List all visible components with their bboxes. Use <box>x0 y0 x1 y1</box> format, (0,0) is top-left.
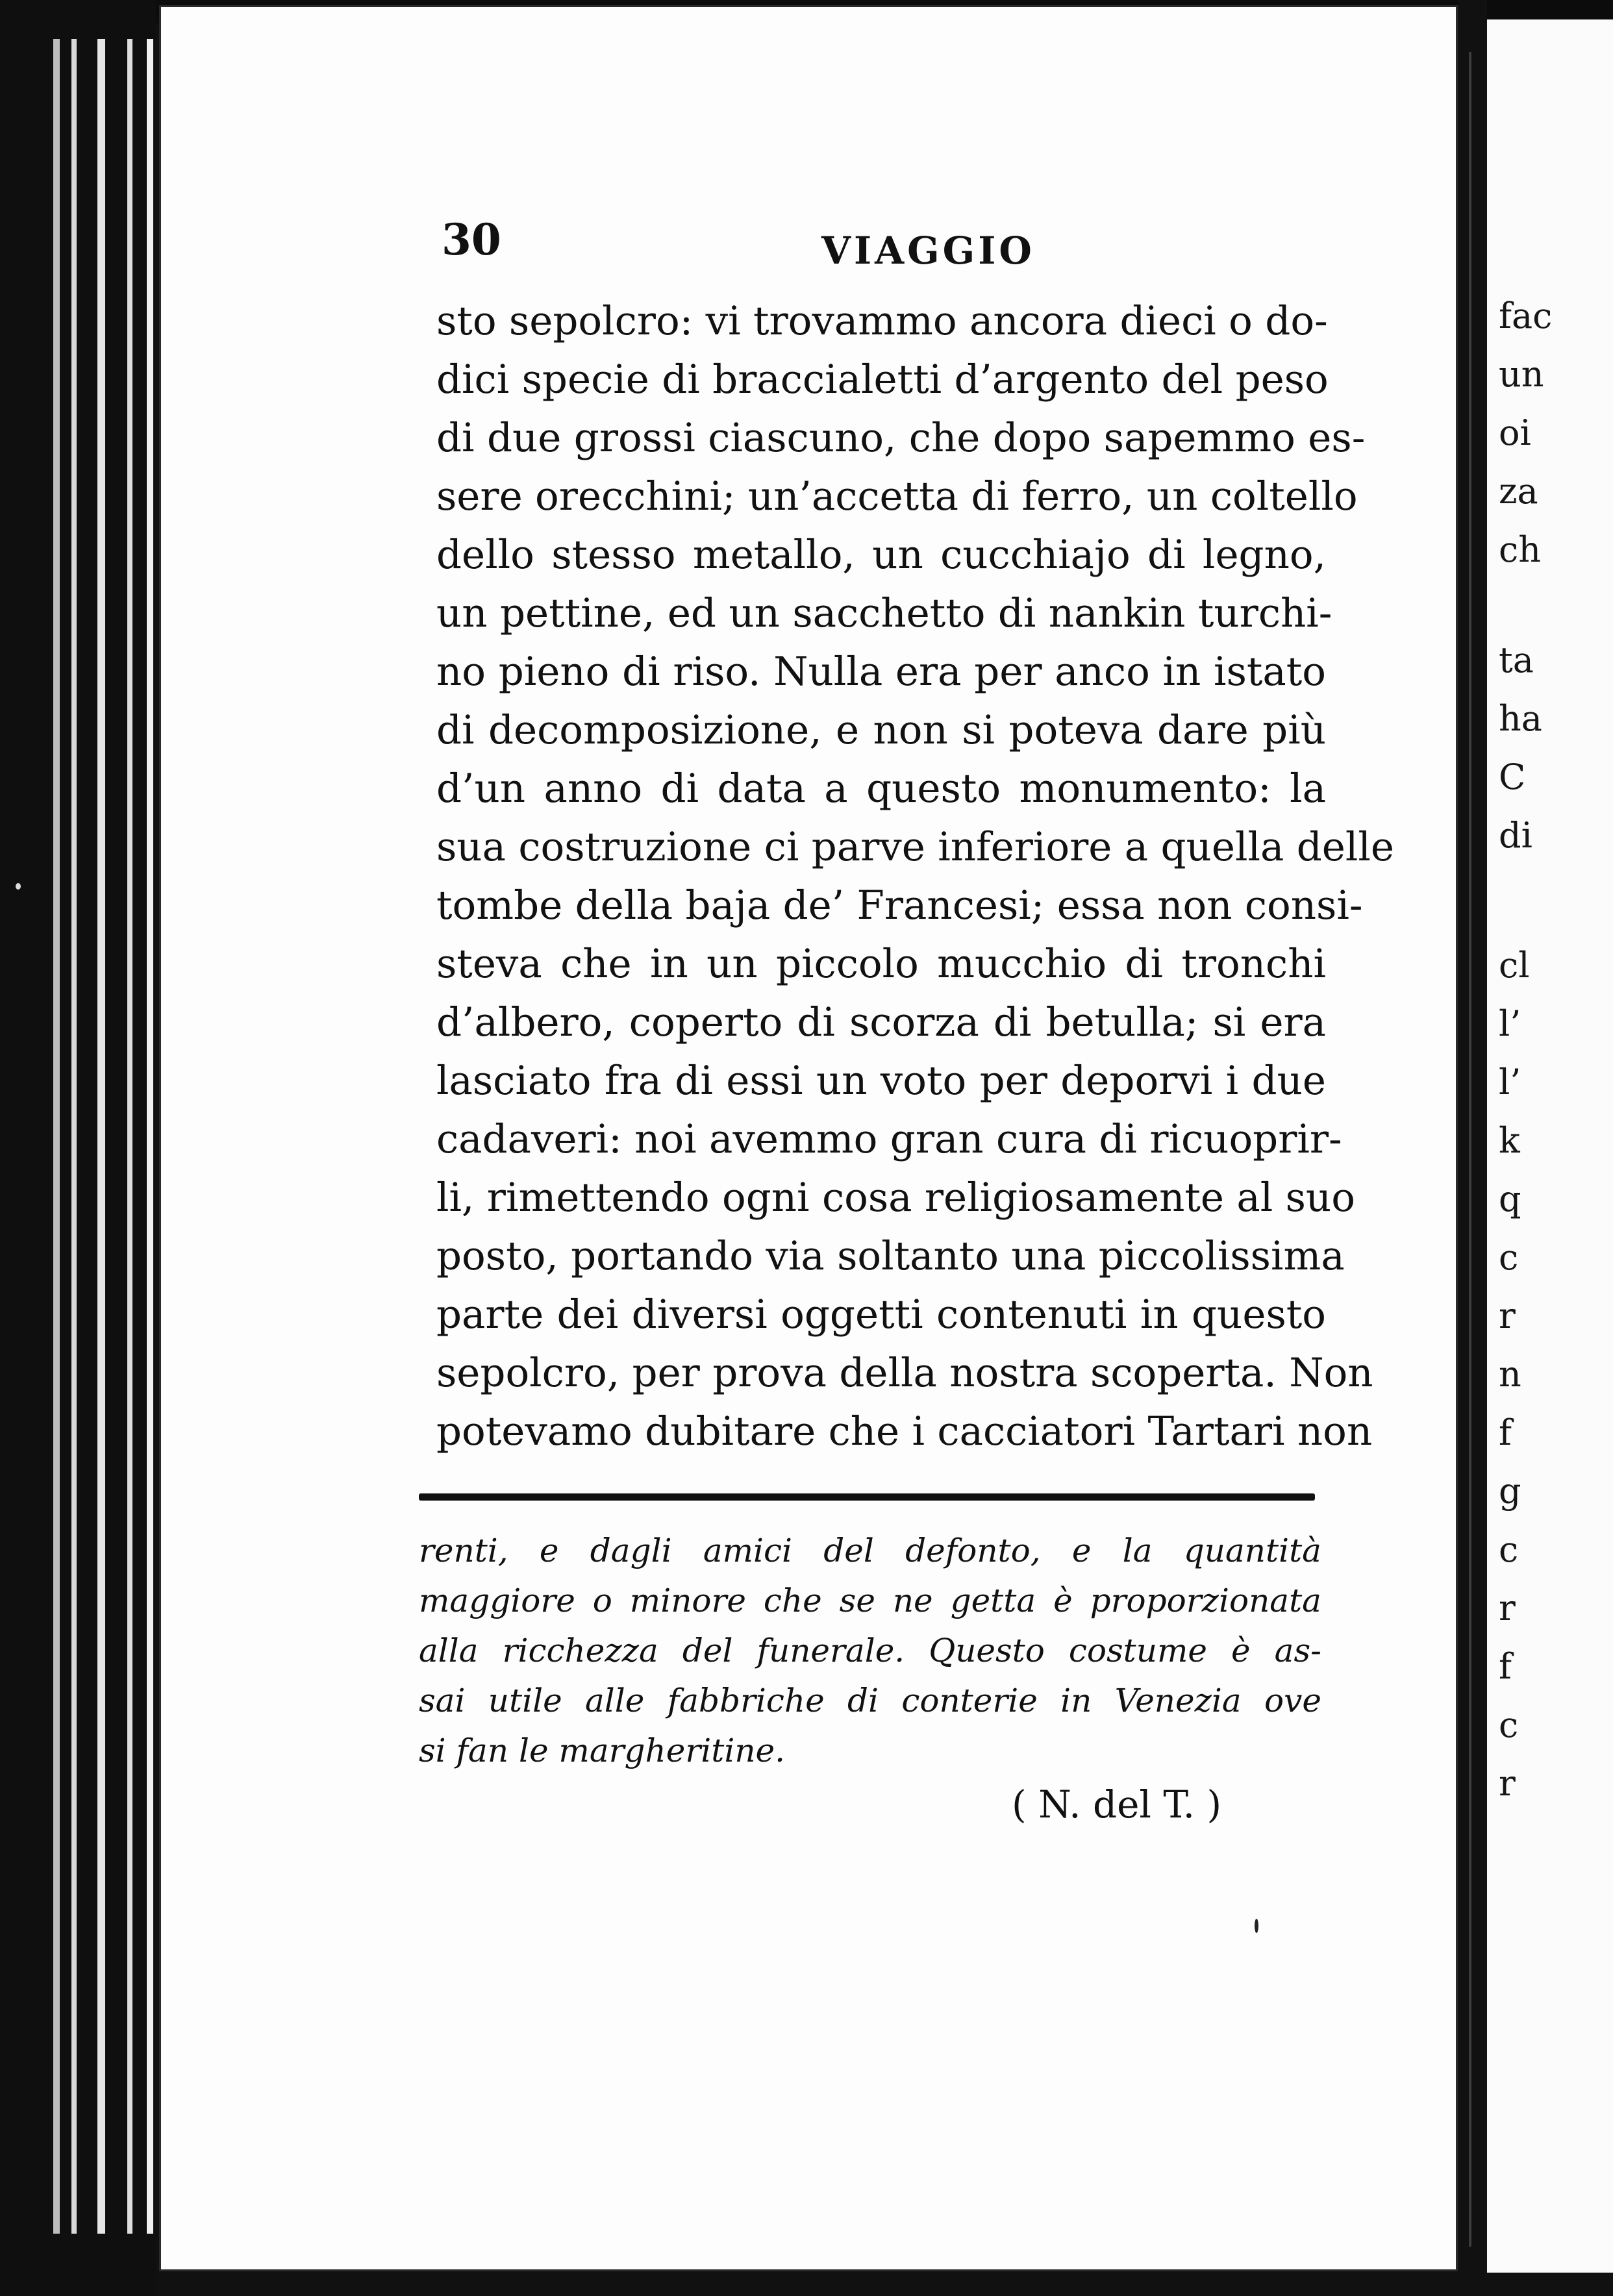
facing-fragment: un <box>1499 354 1544 395</box>
footnote-line: renti, e dagli amici del defonto, e la quantità <box>419 1532 1321 1569</box>
facing-fragment: ha <box>1499 698 1542 739</box>
gutter-line <box>1469 52 1471 2247</box>
facing-fragment: r <box>1499 1588 1516 1628</box>
book-binding-left <box>0 0 156 2296</box>
facing-fragment: q <box>1499 1179 1521 1219</box>
text-line: potevamo dubitare che i cacciatori Tartari non <box>436 1408 1373 1454</box>
text-line: lasciato fra di essi un voto per deporvi i due <box>436 1058 1326 1104</box>
facing-fragment: r <box>1499 1763 1516 1804</box>
facing-fragment: ta <box>1499 640 1534 680</box>
text-line: cadaveri: noi avemmo gran cura di ricuoprir- <box>436 1116 1342 1162</box>
page-edge <box>71 39 77 2234</box>
facing-fragment: r <box>1499 1295 1516 1336</box>
ink-speck <box>16 883 21 890</box>
text-line: sto sepolcro: vi trovammo ancora dieci o do- <box>436 298 1328 344</box>
footnote-line: alla ricchezza del funerale. Questo costume è as- <box>419 1632 1321 1669</box>
facing-fragment: fac <box>1499 295 1553 336</box>
body-text <box>436 292 1394 1461</box>
footnote-line: maggiore o minore che se ne getta è proporzionata <box>419 1582 1321 1619</box>
footnote-line: si fan le margheritine. <box>419 1732 786 1769</box>
facing-page <box>1487 19 1613 2273</box>
facing-fragment: za <box>1499 471 1538 512</box>
facing-fragment: di <box>1499 815 1532 856</box>
text-line: di due grossi ciascuno, che dopo sapemmo es- <box>436 415 1366 461</box>
facing-fragment: c <box>1499 1237 1519 1278</box>
page-edge <box>97 39 105 2234</box>
facing-fragment: C <box>1499 756 1526 797</box>
facing-fragment: k <box>1499 1120 1520 1161</box>
text-line: un pettine, ed un sacchetto di nankin turchi- <box>436 590 1332 636</box>
text-line: dello stesso metallo, un cucchiajo di legno, <box>436 532 1326 578</box>
facing-fragment: ch <box>1499 529 1542 570</box>
text-line: sepolcro, per prova della nostra scoperta. Non <box>436 1350 1373 1396</box>
text-line: dici specie di braccialetti d’argento del peso <box>436 356 1329 403</box>
facing-fragment: cl <box>1499 945 1530 986</box>
footnote-line: sai utile alle fabbriche di conterie in Venezia ove <box>419 1682 1321 1719</box>
facing-fragment: oi <box>1499 412 1531 453</box>
facing-fragment: c <box>1499 1529 1519 1570</box>
text-line: sua costruzione ci parve inferiore a quella delle <box>436 824 1394 870</box>
page-edge <box>53 39 60 2234</box>
facing-fragment: n <box>1499 1354 1521 1395</box>
page-number: 30 <box>442 214 501 265</box>
text-line: posto, portando via soltanto una piccolissima <box>436 1233 1345 1279</box>
footnote <box>419 1526 1321 1776</box>
text-line: sere orecchini; un’accetta di ferro, un coltello <box>436 473 1358 519</box>
text-line: di decomposizione, e non si poteva dare più <box>436 707 1326 753</box>
book-gutter <box>1458 0 1487 2296</box>
page-edge <box>127 39 132 2234</box>
facing-fragment: g <box>1499 1471 1521 1512</box>
text-line: parte dei diversi oggetti contenuti in questo <box>436 1292 1326 1338</box>
text-line: li, rimettendo ogni cosa religiosamente al suo <box>436 1175 1355 1221</box>
text-line: d’albero, coperto di scorza di betulla; si era <box>436 999 1326 1045</box>
ink-speck <box>1255 1919 1258 1933</box>
facing-fragment: l’ <box>1499 1003 1521 1044</box>
text-line: steva che in un piccolo mucchio di tronchi <box>436 941 1326 987</box>
facing-fragment: l’ <box>1499 1062 1521 1103</box>
facing-fragment: f <box>1499 1412 1512 1453</box>
running-head: VIAGGIO <box>821 229 1035 273</box>
text-line: no pieno di riso. Nulla era per anco in istato <box>436 649 1326 695</box>
footnote-signature: ( N. del T. ) <box>1012 1782 1222 1827</box>
page-edge <box>147 39 153 2234</box>
text-line: d’un anno di data a questo monumento: la <box>436 766 1326 812</box>
text-line: tombe della baja de’ Francesi; essa non consi- <box>436 882 1363 929</box>
facing-fragment: f <box>1499 1646 1512 1687</box>
facing-fragment: c <box>1499 1704 1519 1745</box>
footnote-rule <box>419 1493 1315 1501</box>
